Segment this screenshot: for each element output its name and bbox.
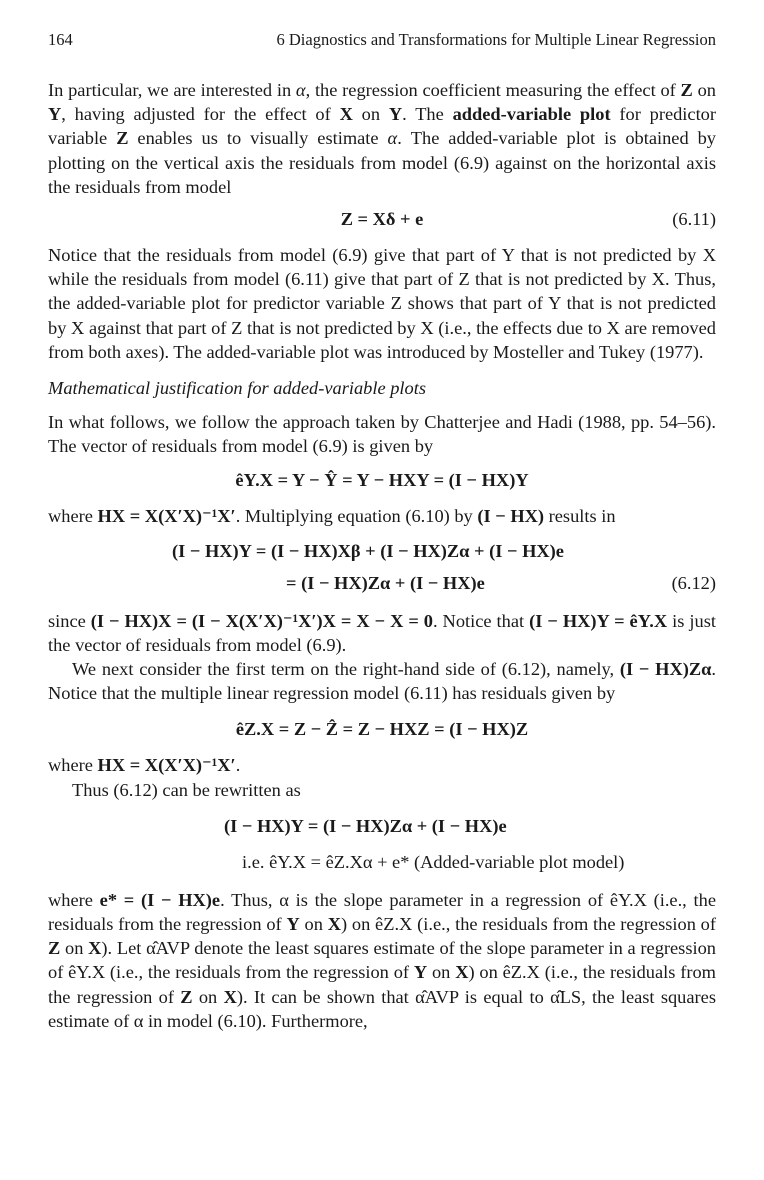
paragraph-rewrite: Thus (6.12) can be rewritten as bbox=[72, 779, 301, 800]
equation-residual-z: êZ.X = Z − Ẑ = Z − HXZ = (I − HX)Z bbox=[235, 719, 529, 740]
equation-number: (6.11) bbox=[672, 209, 716, 230]
equation-avp-model: i.e. êY.X = êZ.Xα + e* (Added-variable plot model) bbox=[242, 851, 625, 872]
paragraph-slope: where e* = (I − HX)e. Thus, α is the slope parameter in a regression of êY.X (i.e., the residuals from the regression of Y on X) on êZ.X (i.e., the residuals from the regression of Z on X). Let α̂AVP denote the least squares estimate of the slope parameter in a regression of êY.X (i.e., the residuals from the regression of Y on X) on êZ.X (i.e., the residuals from the regression of Z on X). It can be shown that α̂AVP is equal to α̂LS, the least squares estimate of α in model (6.10). Furthermore, bbox=[48, 889, 716, 1031]
paragraph-residuals: Notice that the residuals from model (6.9) give that part of Y that is not predicted by X while the residuals from model (6.11) give that part of Z that is not predicted by X. Thus, the added-variable plot for predictor variable Z shows that part of Y that is not predicted by X against that part of Z that is not predicted by X (i.e., the effects due to X are removed from both axes). The added-variable plot was introduced by Mosteller and Tukey (1977). bbox=[48, 245, 716, 362]
section-heading: Mathematical justification for added-variable plots bbox=[48, 378, 426, 399]
running-title: 6 Diagnostics and Transformations for Multiple Linear Regression bbox=[276, 30, 716, 49]
page-body bbox=[48, 78, 716, 1033]
equation-number: (6.12) bbox=[671, 572, 716, 593]
equation-6-12-line2: = (I − HX)Zα + (I − HX)e bbox=[286, 572, 485, 593]
equation-6-12 bbox=[48, 539, 716, 595]
paragraph-since: since (I − HX)X = (I − X(X′X)⁻¹X′)X = X − X = 0. Notice that (I − HX)Y = êY.X is just the vector of residuals from model (6.9). bbox=[48, 610, 716, 655]
paragraph-intro: In particular, we are interested in α, the regression coefficient measuring the effect of Z on Y, having adjusted for the effect of X on Y. The added-variable plot for predictor variable Z enables us to visually estimate α. The added-variable plot is obtained by plotting on the vertical axis the residuals from model (6.9) against on the horizontal axis the residuals from model bbox=[48, 80, 716, 197]
equation-residual-y: êY.X = Y − Ŷ = Y − HXY = (I − HX)Y bbox=[235, 470, 529, 491]
paragraph-where-hx: where HX = X(X′X)⁻¹X′. bbox=[48, 755, 241, 776]
equation-rewritten-line1: (I − HX)Y = (I − HX)Zα + (I − HX)e bbox=[224, 815, 507, 836]
equation-6-11-body: Z = Xδ + e bbox=[340, 209, 424, 230]
paragraph-hat-matrix: where HX = X(X′X)⁻¹X′. Multiplying equation (6.10) by (I − HX) results in bbox=[48, 506, 616, 527]
equation-6-11 bbox=[48, 207, 716, 231]
paragraph-approach: In what follows, we follow the approach taken by Chatterjee and Hadi (1988, pp. 54–56). The vector of residuals from model (6.9) is given by bbox=[48, 412, 716, 457]
paragraph-first-term: We next consider the first term on the right-hand side of (6.12), namely, (I − HX)Zα. Notice that the multiple linear regression model (6.11) has residuals given by bbox=[48, 659, 717, 704]
equation-6-12-line1: (I − HX)Y = (I − HX)Xβ + (I − HX)Zα + (I − HX)e bbox=[172, 540, 564, 561]
running-header bbox=[48, 30, 716, 54]
page-number: 164 bbox=[48, 30, 73, 49]
equation-rewritten bbox=[48, 814, 716, 874]
